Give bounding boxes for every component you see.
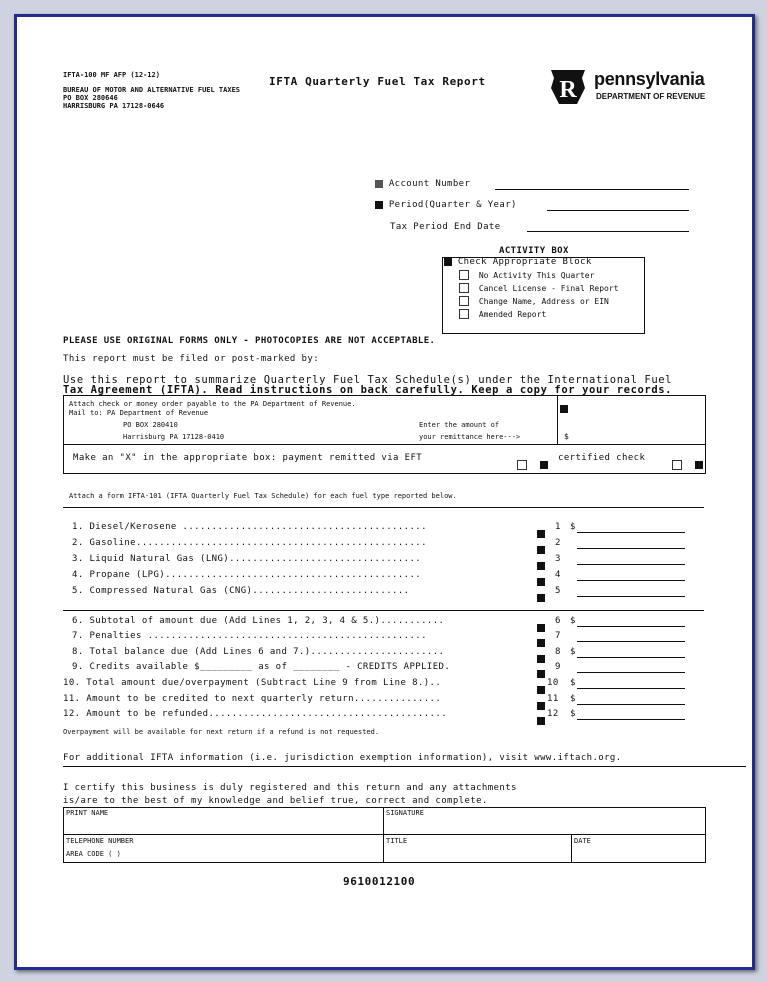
line-number: 3 [555, 554, 561, 564]
enter-amount-text: Enter the amount of [419, 421, 500, 429]
certify-line2: is/are to the best of my knowledge and belief true, correct and complete. [63, 796, 488, 806]
certified-option[interactable] [672, 454, 703, 473]
marker-icon [537, 587, 545, 606]
line-12-label: 12. Amount to be refunded......................................... [63, 709, 448, 719]
form-id: IFTA-100 MF AFP (12-12) [63, 71, 160, 79]
activity-box-title: ACTIVITY BOX [499, 246, 569, 256]
area-code-text: AREA CODE ( ) [66, 850, 121, 858]
section-rule [63, 610, 704, 611]
checkbox[interactable] [459, 309, 469, 319]
bureau-line: BUREAU OF MOTOR AND ALTERNATIVE FUEL TAXES [63, 86, 241, 94]
line-6-label: 6. Subtotal of amount due (Add Lines 1, 2, 3, 4 & 5.)........... [72, 616, 445, 626]
line-dollar: $ [570, 616, 576, 626]
use-report-line2: Tax Agreement (IFTA). Read instructions on back carefully. Keep a copy for your records. [63, 384, 673, 396]
signature-grid [63, 807, 706, 863]
remittance-dollar: $ [564, 432, 569, 441]
line-8-amount[interactable] [577, 657, 685, 658]
grid-rule [63, 834, 705, 835]
line-12-amount[interactable] [577, 719, 685, 720]
section-rule [63, 507, 704, 508]
line-6-amount[interactable] [577, 626, 685, 627]
line-1-amount[interactable] [577, 532, 685, 533]
activity-box-subtitle: Check Appropriate Block [444, 257, 592, 267]
line-number: 2 [555, 538, 561, 548]
marker-icon [695, 461, 703, 469]
activity-option[interactable]: Change Name, Address or EIN [459, 296, 609, 306]
line-1-label: 1. Diesel/Kerosene .......................................... [72, 522, 427, 532]
marker-icon [540, 461, 548, 469]
marker-icon [375, 180, 383, 188]
line-11-amount[interactable] [577, 704, 685, 705]
line-number: 8 [555, 647, 561, 657]
signature-cell[interactable]: SIGNATURE [386, 809, 424, 817]
line-number: 5 [555, 586, 561, 596]
department-name: DEPARTMENT OF REVENUE [596, 92, 706, 101]
line-4-amount[interactable] [577, 580, 685, 581]
line-dollar: $ [570, 678, 576, 688]
payment-rule [63, 444, 705, 445]
certify-line1: I certify this business is duly registered and this return and any attachments [63, 783, 517, 793]
line-9-label: 9. Credits available $_________ as of ________ - CREDITS APPLIED. [72, 662, 451, 672]
period-label: Period(Quarter & Year) [375, 200, 517, 210]
page-title: IFTA Quarterly Fuel Tax Report [269, 75, 486, 88]
line-number: 4 [555, 570, 561, 580]
line-number: 10 [547, 678, 559, 688]
line-5-label: 5. Compressed Natural Gas (CNG)........................... [72, 586, 410, 596]
line-7-label: 7. Penalties ................................................ [72, 631, 427, 641]
line-dollar: $ [570, 522, 576, 532]
line-dollar: $ [570, 694, 576, 704]
line-2-amount[interactable] [577, 548, 685, 549]
telephone-cell[interactable]: TELEPHONE NUMBER [66, 837, 134, 845]
activity-option[interactable]: No Activity This Quarter [459, 270, 594, 280]
keystone-logo-icon [547, 68, 589, 106]
certified-checkbox[interactable] [672, 460, 682, 470]
marker-icon [444, 258, 452, 266]
tax-period-end-label: Tax Period End Date [390, 222, 501, 232]
line-5-amount[interactable] [577, 596, 685, 597]
additional-info: For additional IFTA information (i.e. jurisdiction exemption information), visit www.iftach.org. [63, 753, 622, 763]
line-number: 11 [547, 694, 559, 704]
line-number: 6 [555, 616, 561, 626]
line-10-amount[interactable] [577, 688, 685, 689]
line-9-amount[interactable] [577, 672, 685, 673]
line-dollar: $ [570, 647, 576, 657]
checkbox[interactable] [459, 270, 469, 280]
bureau-city: HARRISBURG PA 17128-0646 [63, 102, 165, 110]
title-cell[interactable]: TITLE [386, 837, 408, 845]
activity-option[interactable]: Cancel License - Final Report [459, 283, 619, 293]
original-forms-notice: PLEASE USE ORIGINAL FORMS ONLY - PHOTOCOPIES ARE NOT ACCEPTABLE. [63, 336, 436, 346]
state-name: pennsylvania [594, 69, 705, 89]
date-cell[interactable]: DATE [574, 837, 591, 845]
use-report-line1: Use this report to summarize Quarterly Fuel Tax Schedule(s) under the International Fuel [63, 374, 673, 386]
print-name-cell[interactable]: PRINT NAME [66, 809, 109, 817]
form-page [14, 14, 755, 970]
barcode-number: 9610012100 [343, 875, 416, 888]
payment-divider [557, 395, 558, 444]
certified-check-text: certified check [558, 453, 646, 463]
line-number: 1 [555, 522, 561, 532]
activity-option[interactable]: Amended Report [459, 309, 546, 319]
line-number: 12 [547, 709, 559, 719]
line-number: 9 [555, 662, 561, 672]
line-dollar: $ [570, 709, 576, 719]
po-box-text: PO BOX 280410 [123, 421, 178, 429]
grid-divider [571, 834, 572, 862]
line-10-label: 10. Total amount due/overpayment (Subtract Line 9 from Line 8.).. [63, 678, 442, 688]
bureau-pobox: PO BOX 280646 [63, 94, 118, 102]
account-number-label: Account Number [375, 179, 470, 189]
period-field[interactable] [547, 210, 689, 211]
tax-period-end-field[interactable] [527, 231, 689, 232]
checkbox[interactable] [459, 283, 469, 293]
overpayment-note: Overpayment will be available for next return if a refund is not requested. [63, 728, 380, 736]
line-3-label: 3. Liquid Natural Gas (LNG)................................. [72, 554, 422, 564]
marker-icon [537, 710, 545, 729]
filed-by-notice: This report must be filed or post-marked by: [63, 354, 320, 364]
line-4-label: 4. Propane (LPG)............................................ [72, 570, 422, 580]
line-7-amount[interactable] [577, 641, 685, 642]
remittance-text: your remittance here---> [419, 433, 521, 441]
city-text: Harrisburg PA 17128-0410 [123, 433, 225, 441]
line-11-label: 11. Amount to be credited to next quarterly return............... [63, 694, 442, 704]
eft-checkbox[interactable] [517, 460, 527, 470]
payment-method-text: Make an "X" in the appropriate box: payment remitted via EFT [73, 453, 423, 463]
line-3-amount[interactable] [577, 564, 685, 565]
marker-icon [375, 201, 383, 209]
marker-icon [560, 398, 568, 417]
checkbox[interactable] [459, 296, 469, 306]
account-number-field[interactable] [495, 189, 689, 190]
eft-option[interactable] [517, 454, 548, 473]
logo-letter: R [559, 77, 577, 103]
line-number: 7 [555, 631, 561, 641]
line-8-label: 8. Total balance due (Add Lines 6 and 7.)....................... [72, 647, 445, 657]
section-rule [63, 766, 746, 767]
attach-check-text: Attach check or money order payable to the PA Department of Revenue. [69, 400, 356, 408]
schedule-note: Attach a form IFTA-101 (IFTA Quarterly Fuel Tax Schedule) for each fuel type reported below. [69, 492, 457, 500]
line-2-label: 2. Gasoline.................................................. [72, 538, 427, 548]
mail-to-text: Mail to: PA Department of Revenue [69, 409, 209, 417]
